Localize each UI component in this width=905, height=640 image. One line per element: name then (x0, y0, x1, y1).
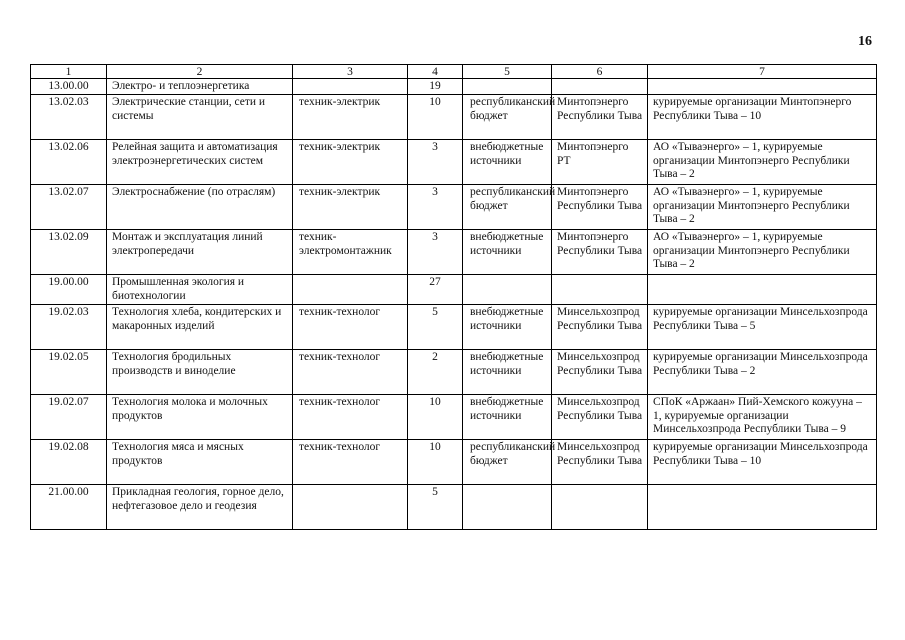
specialty-code: 13.02.03 (31, 95, 107, 140)
quantity: 19 (408, 79, 463, 95)
ministry: Минтопэнерго РТ (552, 140, 648, 185)
funding-source: внебюджетные источники (463, 305, 552, 350)
specialty-code: 13.02.06 (31, 140, 107, 185)
specialty-code: 13.02.09 (31, 230, 107, 275)
specialty-code: 13.02.07 (31, 185, 107, 230)
funding-source: республиканский бюджет (463, 185, 552, 230)
organizations: курируемые организации Минсельхозпрода Республики Тыва – 2 (648, 350, 877, 395)
ministry: Минтопэнерго Республики Тыва (552, 95, 648, 140)
column-header: 7 (648, 65, 877, 79)
column-header: 4 (408, 65, 463, 79)
qualification: техник-электрик (293, 185, 408, 230)
organizations: курируемые организации Минсельхозпрода Республики Тыва – 5 (648, 305, 877, 350)
organizations: АО «Тываэнерго» – 1, курируемые организации Минтопэнерго Республики Тыва – 2 (648, 140, 877, 185)
specialty-name: Технология бродильных производств и виноделие (107, 350, 293, 395)
specialty-code: 19.02.03 (31, 305, 107, 350)
specialty-code: 13.00.00 (31, 79, 107, 95)
table-row (31, 395, 877, 440)
funding-source (463, 79, 552, 95)
funding-source: внебюджетные источники (463, 230, 552, 275)
quantity: 5 (408, 305, 463, 350)
qualification (293, 485, 408, 530)
funding-source (463, 485, 552, 530)
ministry: Минсельхозпрод Республики Тыва (552, 305, 648, 350)
quantity: 10 (408, 95, 463, 140)
specialty-name: Релейная защита и автоматизация электроэнергетических систем (107, 140, 293, 185)
table-row (31, 275, 877, 305)
organizations: курируемые организации Минсельхозпрода Республики Тыва – 10 (648, 440, 877, 485)
qualification (293, 275, 408, 305)
organizations: курируемые организации Минтопэнерго Республики Тыва – 10 (648, 95, 877, 140)
quantity: 27 (408, 275, 463, 305)
ministry: Минсельхозпрод Республики Тыва (552, 395, 648, 440)
funding-source: внебюджетные источники (463, 140, 552, 185)
ministry (552, 485, 648, 530)
quantity: 10 (408, 440, 463, 485)
qualification: техник-технолог (293, 350, 408, 395)
ministry: Минтопэнерго Республики Тыва (552, 185, 648, 230)
funding-source (463, 275, 552, 305)
specialty-name: Электро- и теплоэнергетика (107, 79, 293, 95)
ministry: Минтопэнерго Республики Тыва (552, 230, 648, 275)
column-header: 2 (107, 65, 293, 79)
column-number-row (31, 65, 877, 79)
column-header: 6 (552, 65, 648, 79)
quantity: 3 (408, 185, 463, 230)
column-header: 5 (463, 65, 552, 79)
table-row (31, 230, 877, 275)
qualification: техник-технолог (293, 395, 408, 440)
funding-source: внебюджетные источники (463, 395, 552, 440)
funding-source: республиканский бюджет (463, 440, 552, 485)
specialty-code: 19.02.07 (31, 395, 107, 440)
specialty-name: Прикладная геология, горное дело, нефтегазовое дело и геодезия (107, 485, 293, 530)
specialty-code: 21.00.00 (31, 485, 107, 530)
ministry: Минсельхозпрод Республики Тыва (552, 350, 648, 395)
quantity: 5 (408, 485, 463, 530)
qualification: техник-электрик (293, 140, 408, 185)
organizations: АО «Тываэнерго» – 1, курируемые организации Минтопэнерго Республики Тыва – 2 (648, 185, 877, 230)
specialty-name: Технология молока и молочных продуктов (107, 395, 293, 440)
organizations: СПоК «Аржаан» Пий-Хемского кожууна – 1, курируемые организации Минсельхозпрода Республики Тыва – 9 (648, 395, 877, 440)
specialty-name: Технология мяса и мясных продуктов (107, 440, 293, 485)
column-header: 1 (31, 65, 107, 79)
funding-source: внебюджетные источники (463, 350, 552, 395)
specialty-name: Электроснабжение (по отраслям) (107, 185, 293, 230)
specialty-name: Электрические станции, сети и системы (107, 95, 293, 140)
organizations (648, 275, 877, 305)
ministry (552, 275, 648, 305)
ministry: Минсельхозпрод Республики Тыва (552, 440, 648, 485)
page-number: 16 (858, 34, 872, 49)
table-row (31, 79, 877, 95)
quantity: 2 (408, 350, 463, 395)
specialties-table (30, 64, 877, 530)
qualification: техник-технолог (293, 305, 408, 350)
quantity: 3 (408, 230, 463, 275)
quantity: 3 (408, 140, 463, 185)
table-row (31, 440, 877, 485)
table-row (31, 185, 877, 230)
table-row (31, 95, 877, 140)
specialty-code: 19.00.00 (31, 275, 107, 305)
organizations (648, 485, 877, 530)
qualification: техник-технолог (293, 440, 408, 485)
column-header: 3 (293, 65, 408, 79)
organizations: АО «Тываэнерго» – 1, курируемые организации Минтопэнерго Республики Тыва – 2 (648, 230, 877, 275)
specialty-code: 19.02.08 (31, 440, 107, 485)
specialty-code: 19.02.05 (31, 350, 107, 395)
qualification: техник-электромонтажник (293, 230, 408, 275)
specialty-name: Монтаж и эксплуатация линий электропередачи (107, 230, 293, 275)
table-row (31, 485, 877, 530)
specialty-name: Технология хлеба, кондитерских и макаронных изделий (107, 305, 293, 350)
specialty-name: Промышленная экология и биотехнологии (107, 275, 293, 305)
organizations (648, 79, 877, 95)
qualification: техник-электрик (293, 95, 408, 140)
qualification (293, 79, 408, 95)
table-row (31, 140, 877, 185)
funding-source: республиканский бюджет (463, 95, 552, 140)
table-row (31, 305, 877, 350)
quantity: 10 (408, 395, 463, 440)
table-row (31, 350, 877, 395)
ministry (552, 79, 648, 95)
